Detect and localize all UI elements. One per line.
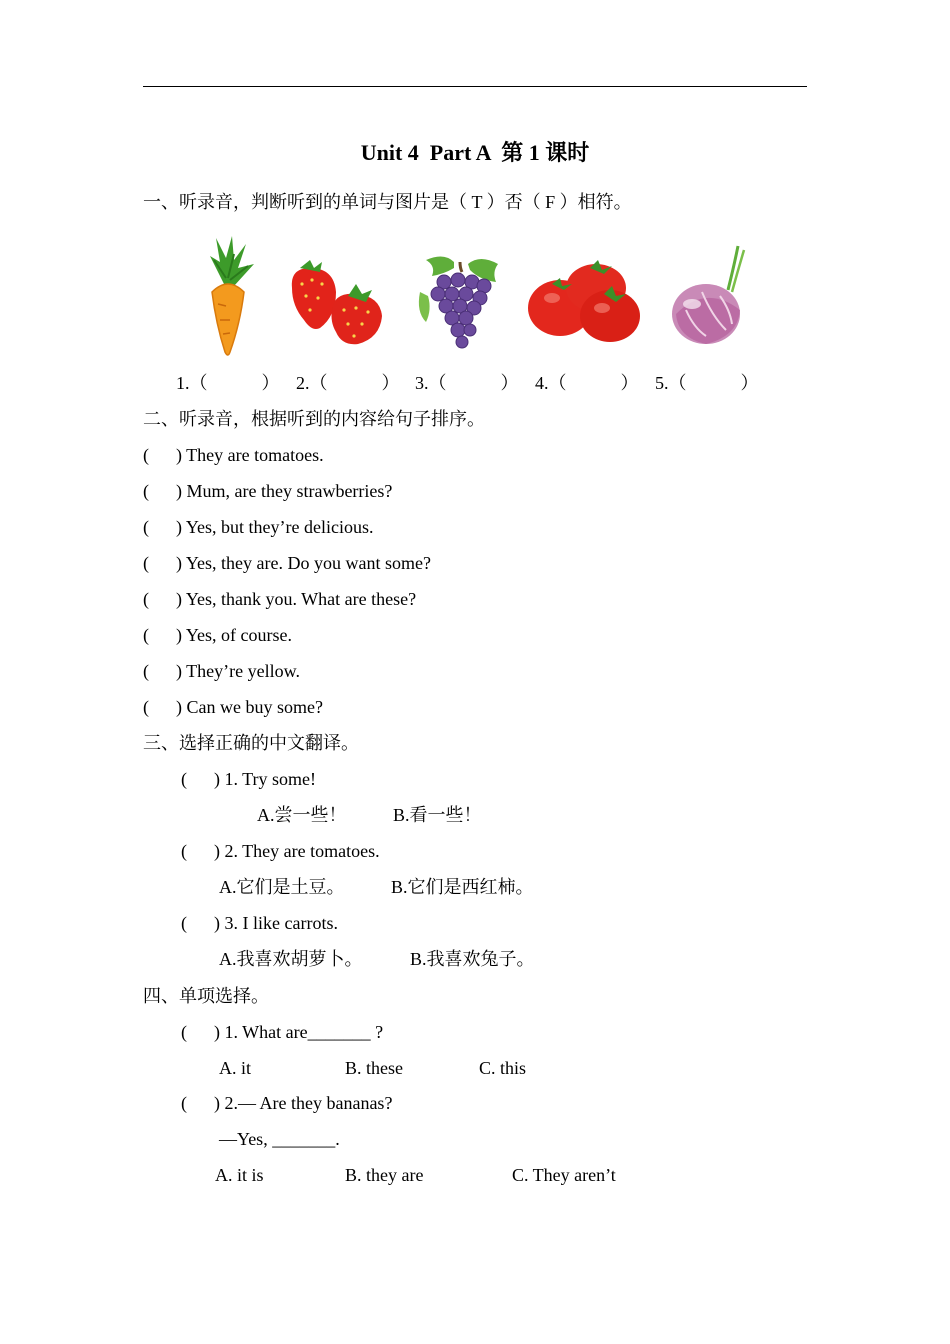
ordering-item-7[interactable]: ( ) They’re yellow. <box>143 661 300 681</box>
choice-option-2b: B. they are <box>345 1165 424 1185</box>
header-rule <box>143 86 807 87</box>
ordering-item-5[interactable]: ( ) Yes, thank you. What are these? <box>143 589 417 609</box>
choice-option-1b: B. these <box>345 1058 403 1078</box>
translation-question-1[interactable]: ( ) 1. Try some! <box>181 769 317 789</box>
section-2-heading: 二、听录音，根据听到的内容给句子排序。 <box>143 409 485 429</box>
choice-option-2a: A. it is <box>215 1165 264 1185</box>
section-3-heading: 三、选择正确的中文翻译。 <box>143 733 359 753</box>
carrot-icon <box>190 234 262 358</box>
choice-option-1a: A. it <box>219 1058 252 1078</box>
translation-option-1b: B.看一些！ <box>393 805 482 825</box>
tomatoes-icon <box>526 258 644 346</box>
section-4-heading: 四、单项选择。 <box>143 986 269 1006</box>
section-1-heading: 一、听录音，判断听到的单词与图片是（ T ）否（ F ）相符。 <box>143 192 632 212</box>
translation-option-2b: B.它们是西红柿。 <box>391 877 534 897</box>
ordering-item-6[interactable]: ( ) Yes, of course. <box>143 625 292 645</box>
answer-blank-5[interactable]: 5.（ ） <box>655 373 759 393</box>
ordering-item-1[interactable]: ( ) They are tomatoes. <box>143 445 324 465</box>
choice-question-2[interactable]: ( ) 2.— Are they bananas? <box>181 1093 393 1113</box>
answer-blank-3[interactable]: 3.（ ） <box>415 373 519 393</box>
answer-blank-1[interactable]: 1.（ ） <box>176 373 280 393</box>
translation-option-2a: A.它们是土豆。 <box>219 877 345 897</box>
ordering-item-3[interactable]: ( ) Yes, but they’re delicious. <box>143 517 374 537</box>
choice-question-2-reply: —Yes, _______. <box>219 1129 340 1149</box>
translation-question-2[interactable]: ( ) 2. They are tomatoes. <box>181 841 380 861</box>
answer-blank-4[interactable]: 4.（ ） <box>535 373 639 393</box>
page-title: Unit 4 Part A 第 1 课时 <box>360 140 590 165</box>
choice-question-1[interactable]: ( ) 1. What are_______ ? <box>181 1022 384 1042</box>
ordering-item-2[interactable]: ( ) Mum, are they strawberries? <box>143 481 393 501</box>
strawberries-icon <box>286 258 390 348</box>
choice-option-2c: C. They aren’t <box>512 1165 616 1185</box>
ordering-item-4[interactable]: ( ) Yes, they are. Do you want some? <box>143 553 431 573</box>
onion-icon <box>666 244 748 348</box>
grapes-icon <box>414 252 506 354</box>
ordering-item-8[interactable]: ( ) Can we buy some? <box>143 697 323 717</box>
translation-option-1a: A.尝一些！ <box>257 805 347 825</box>
translation-option-3a: A.我喜欢胡萝卜。 <box>219 949 363 969</box>
answer-blank-2[interactable]: 2.（ ） <box>296 373 400 393</box>
translation-question-3[interactable]: ( ) 3. I like carrots. <box>181 913 338 933</box>
choice-option-1c: C. this <box>479 1058 527 1078</box>
translation-option-3b: B.我喜欢兔子。 <box>410 949 535 969</box>
